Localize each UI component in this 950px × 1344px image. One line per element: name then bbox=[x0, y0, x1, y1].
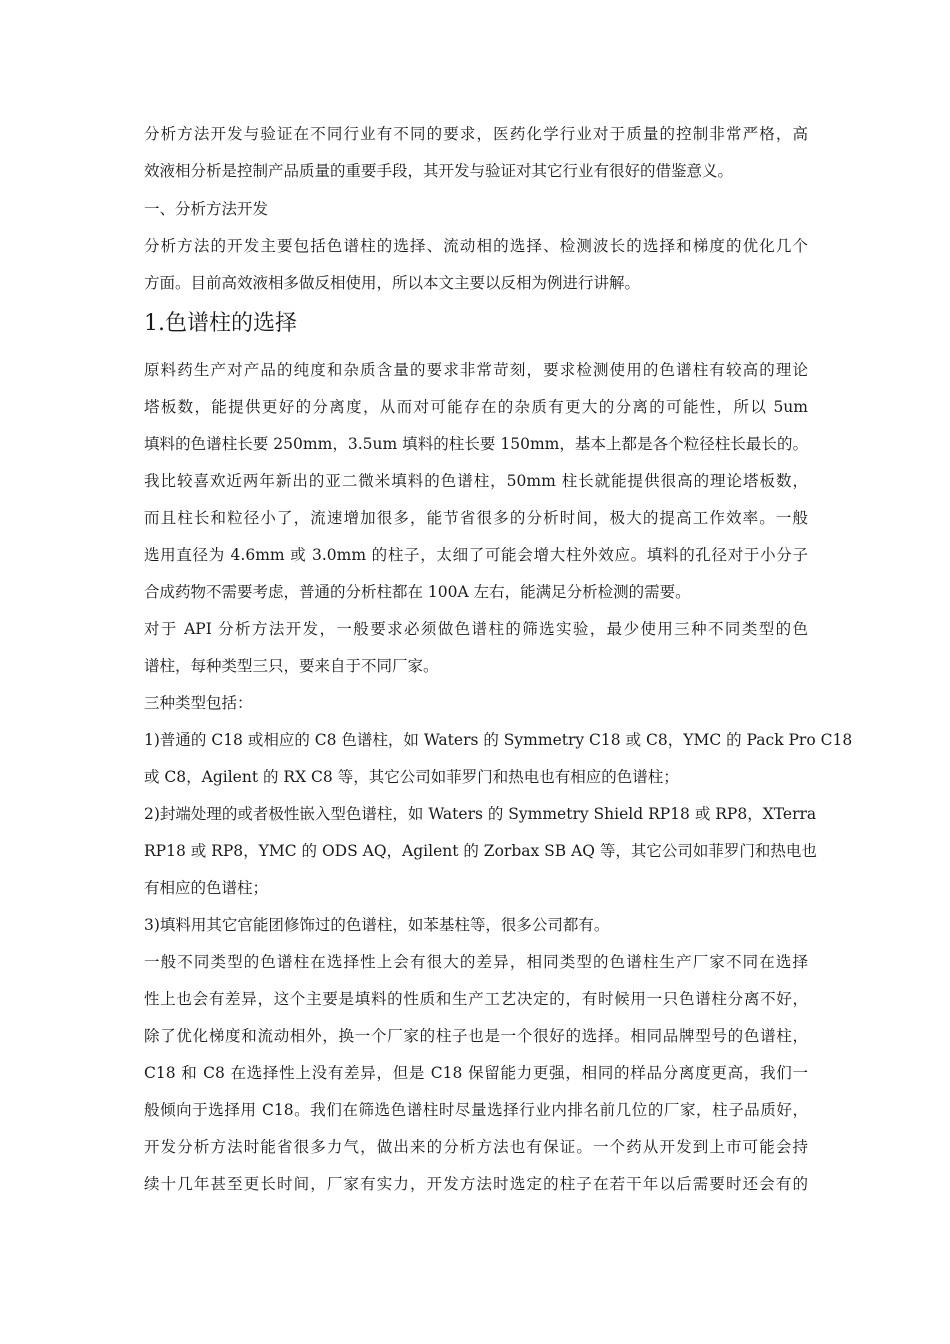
paragraph-line: C18 和 C8 在选择性上没有差异，但是 C18 保留能力更强，相同的样品分离度更高，我们一 bbox=[144, 1064, 808, 1082]
paragraph-line: 填料的色谱柱长要 250mm，3.5um 填料的柱长要 150mm，基本上都是各个粒径柱长最长的。 bbox=[144, 435, 808, 453]
paragraph-line: 方面。目前高效液相多做反相使用，所以本文主要以反相为例进行讲解。 bbox=[144, 274, 641, 292]
paragraph-line: 选用直径为 4.6mm 或 3.0mm 的柱子，太细了可能会增大柱外效应。填料的孔径对于小分子 bbox=[144, 546, 808, 564]
list-item-line: 3)填料用其它官能团修饰过的色谱柱，如苯基柱等，很多公司都有。 bbox=[144, 916, 610, 934]
paragraph-line: 分析方法的开发主要包括色谱柱的选择、流动相的选择、检测波长的选择和梯度的优化几个 bbox=[144, 237, 808, 255]
paragraph-line: 分析方法开发与验证在不同行业有不同的要求，医药化学行业对于质量的控制非常严格，高 bbox=[144, 125, 808, 143]
paragraph-line: 原料药生产对产品的纯度和杂质含量的要求非常苛刻，要求检测使用的色谱柱有较高的理论 bbox=[144, 361, 808, 379]
list-item-line: RP18 或 RP8，YMC 的 ODS AQ，Agilent 的 Zorbax SB AQ 等，其它公司如菲罗门和热电也 bbox=[144, 842, 817, 860]
list-item-line: 1)普通的 C18 或相应的 C8 色谱柱，如 Waters 的 Symmetry C18 或 C8，YMC 的 Pack Pro C18 bbox=[144, 731, 853, 749]
paragraph-line: 谱柱，每种类型三只，要来自于不同厂家。 bbox=[144, 657, 439, 675]
paragraph-line: 而且柱长和粒径小了，流速增加很多，能节省很多的分析时间，极大的提高工作效率。一般 bbox=[144, 509, 808, 527]
list-item-line: 有相应的色谱柱； bbox=[144, 879, 269, 897]
list-item-line: 或 C8，Agilent 的 RX C8 等，其它公司如菲罗门和热电也有相应的色谱柱； bbox=[144, 768, 679, 786]
paragraph-line: 我比较喜欢近两年新出的亚二微米填料的色谱柱，50mm 柱长就能提供很高的理论塔板数， bbox=[144, 472, 808, 490]
subsection-heading: 1.色谱柱的选择 bbox=[144, 311, 297, 336]
paragraph-line: 对于 API 分析方法开发，一般要求必须做色谱柱的筛选实验，最少使用三种不同类型的色 bbox=[144, 620, 808, 638]
paragraph-line: 性上也会有差异，这个主要是填料的性质和生产工艺决定的，有时候用一只色谱柱分离不好， bbox=[144, 990, 808, 1008]
list-item-line: 2)封端处理的或者极性嵌入型色谱柱，如 Waters 的 Symmetry Shield RP18 或 RP8，XTerra bbox=[144, 805, 817, 823]
paragraph-line: 效液相分析是控制产品质量的重要手段，其开发与验证对其它行业有很好的借鉴意义。 bbox=[144, 162, 734, 180]
section-heading: 一、分析方法开发 bbox=[144, 200, 269, 218]
paragraph-line: 除了优化梯度和流动相外，换一个厂家的柱子也是一个很好的选择。相同品牌型号的色谱柱， bbox=[144, 1027, 808, 1045]
paragraph-line: 般倾向于选择用 C18。我们在筛选色谱柱时尽量选择行业内排名前几位的厂家，柱子品质好， bbox=[144, 1101, 808, 1119]
paragraph-line: 开发分析方法时能省很多力气，做出来的分析方法也有保证。一个药从开发到上市可能会持 bbox=[144, 1138, 808, 1156]
paragraph-line: 三种类型包括： bbox=[144, 694, 253, 712]
paragraph-line: 续十几年甚至更长时间，厂家有实力，开发方法时选定的柱子在若干年以后需要时还会有的 bbox=[144, 1175, 808, 1193]
paragraph-line: 一般不同类型的色谱柱在选择性上会有很大的差异，相同类型的色谱柱生产厂家不同在选择 bbox=[144, 953, 808, 971]
paragraph-line: 塔板数，能提供更好的分离度，从而对可能存在的杂质有更大的分离的可能性，所以 5um bbox=[144, 398, 808, 416]
paragraph-line: 合成药物不需要考虑，普通的分析柱都在 100A 左右，能满足分析检测的需要。 bbox=[144, 583, 691, 601]
